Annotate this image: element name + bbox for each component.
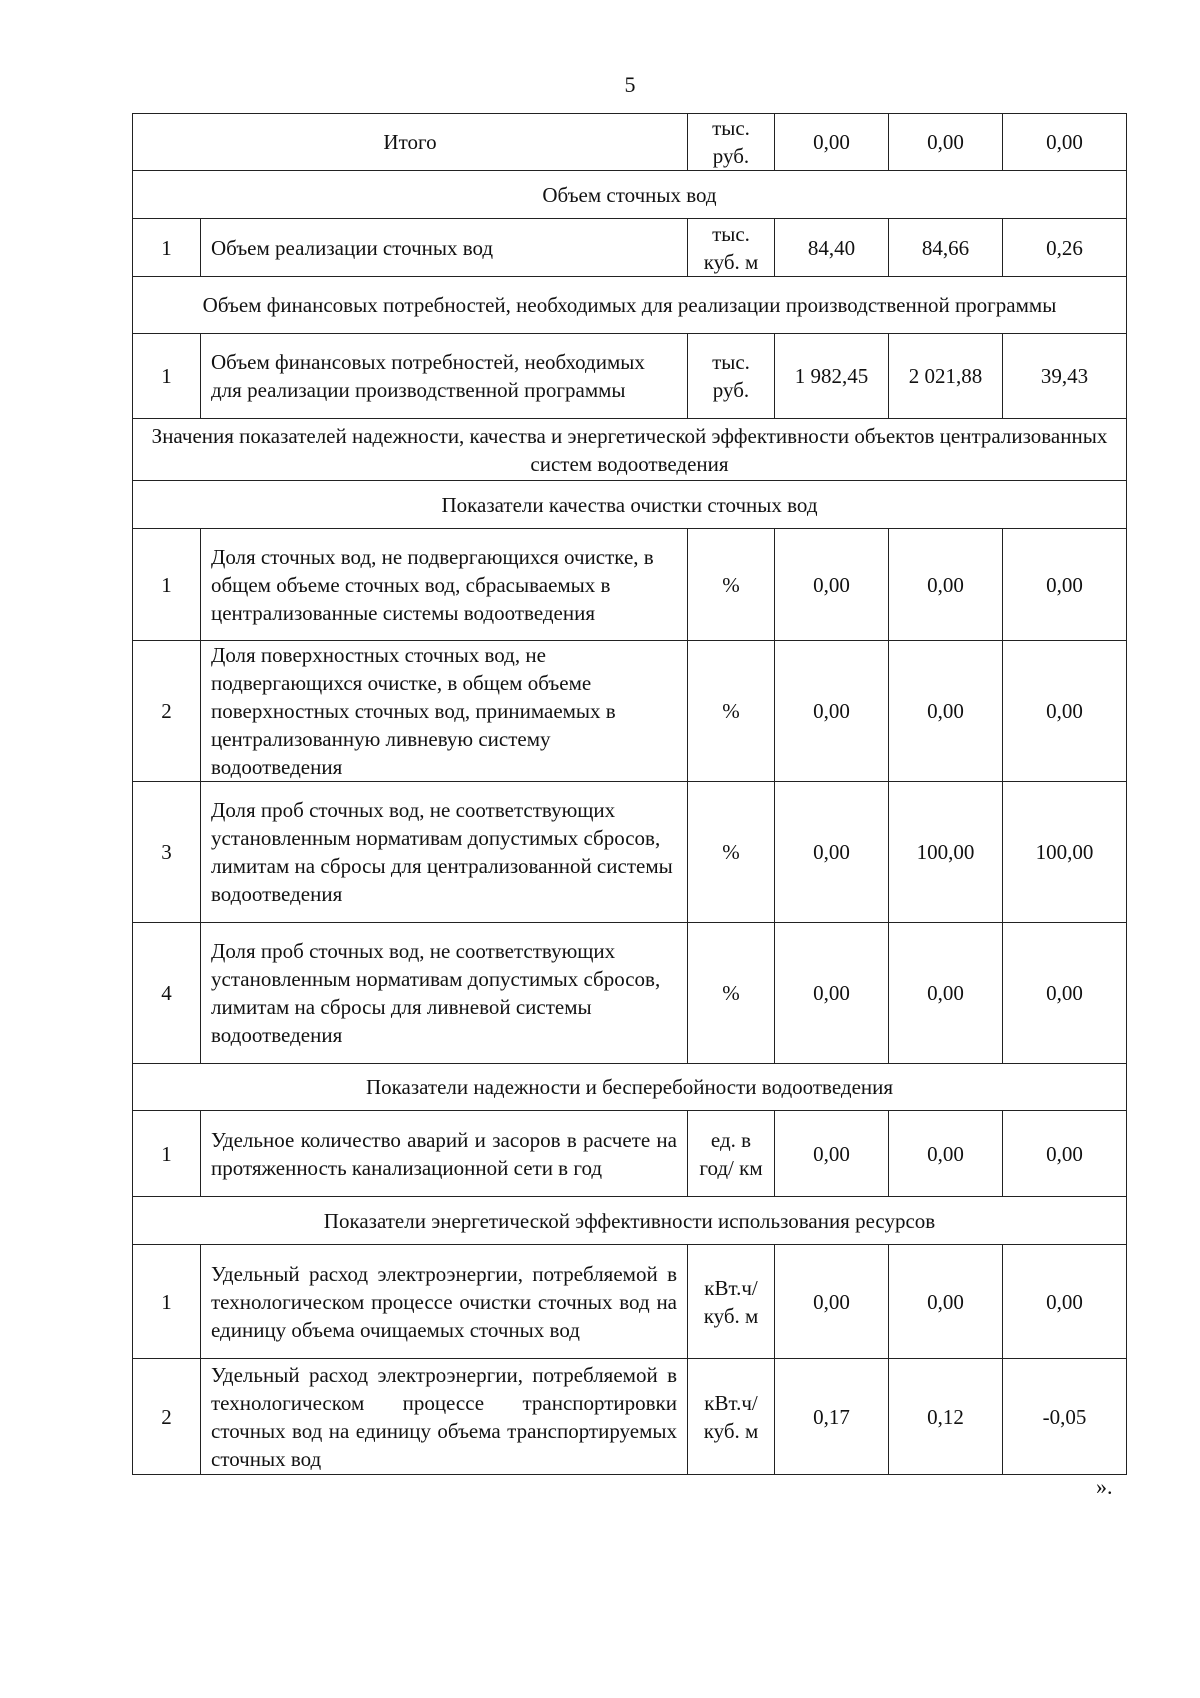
table-row bbox=[133, 1111, 1127, 1197]
value-cell: -0,05 bbox=[1003, 1359, 1127, 1475]
table-row bbox=[133, 782, 1127, 923]
row-number: 1 bbox=[133, 1111, 201, 1197]
value-cell: 0,17 bbox=[775, 1359, 889, 1475]
value-cell: 0,00 bbox=[889, 641, 1003, 782]
value-cell: 0,00 bbox=[889, 1245, 1003, 1359]
value-cell: 2 021,88 bbox=[889, 334, 1003, 419]
value-cell: 39,43 bbox=[1003, 334, 1127, 419]
unit-cell: % bbox=[688, 529, 775, 641]
section-row bbox=[133, 481, 1127, 529]
indicator-name: Объем финансовых потребностей, необходимых для реализации производственной программы bbox=[201, 334, 688, 419]
row-number: 3 bbox=[133, 782, 201, 923]
row-number: 1 bbox=[133, 529, 201, 641]
closing-quote: ». bbox=[1096, 1474, 1113, 1499]
table-row bbox=[133, 219, 1127, 277]
value-cell: 100,00 bbox=[1003, 782, 1127, 923]
value-cell: 0,00 bbox=[1003, 114, 1127, 171]
section-heading: Показатели качества очистки сточных вод bbox=[133, 481, 1127, 529]
row-number: 2 bbox=[133, 641, 201, 782]
section-row bbox=[133, 419, 1127, 481]
unit-cell: тыс. куб. м bbox=[688, 219, 775, 277]
table-row bbox=[133, 1359, 1127, 1475]
section-heading: Значения показателей надежности, качества и энергетической эффективности объектов централизованных систем водоотведения bbox=[133, 419, 1127, 481]
value-cell: 84,66 bbox=[889, 219, 1003, 277]
value-cell: 0,00 bbox=[1003, 923, 1127, 1064]
unit-cell: ед. в год/ км bbox=[688, 1111, 775, 1197]
indicator-name: Объем реализации сточных вод bbox=[201, 219, 688, 277]
value-cell: 0,00 bbox=[1003, 1245, 1127, 1359]
value-cell: 0,00 bbox=[775, 782, 889, 923]
unit-cell: % bbox=[688, 641, 775, 782]
section-heading: Показатели энергетической эффективности использования ресурсов bbox=[133, 1197, 1127, 1245]
value-cell: 0,00 bbox=[889, 114, 1003, 171]
indicator-name: Доля проб сточных вод, не соответствующих установленным нормативам допустимых сбросов, лимитам на сбросы для ливневой системы водоотведения bbox=[201, 923, 688, 1064]
unit-cell: тыс. руб. bbox=[688, 334, 775, 419]
page-number: 5 bbox=[624, 72, 636, 97]
value-cell: 0,00 bbox=[775, 114, 889, 171]
value-cell: 0,00 bbox=[775, 1111, 889, 1197]
unit-cell: % bbox=[688, 782, 775, 923]
indicator-name: Удельное количество аварий и засоров в расчете на протяженность канализационной сети в год bbox=[201, 1111, 688, 1197]
value-cell: 1 982,45 bbox=[775, 334, 889, 419]
value-cell: 0,00 bbox=[775, 1245, 889, 1359]
indicator-name: Удельный расход электроэнергии, потребляемой в технологическом процессе очистки сточных вод на единицу объема очищаемых сточных вод bbox=[201, 1245, 688, 1359]
total-label: Итого bbox=[133, 114, 688, 171]
row-number: 4 bbox=[133, 923, 201, 1064]
section-heading: Объем сточных вод bbox=[133, 171, 1127, 219]
value-cell: 0,00 bbox=[775, 641, 889, 782]
unit-cell: кВт.ч/ куб. м bbox=[688, 1359, 775, 1475]
table-row bbox=[133, 641, 1127, 782]
unit-cell: % bbox=[688, 923, 775, 1064]
section-row bbox=[133, 1197, 1127, 1245]
table-row bbox=[133, 923, 1127, 1064]
value-cell: 100,00 bbox=[889, 782, 1003, 923]
section-row bbox=[133, 1064, 1127, 1111]
value-cell: 0,12 bbox=[889, 1359, 1003, 1475]
row-number: 1 bbox=[133, 1245, 201, 1359]
indicators-table bbox=[132, 113, 1127, 1475]
value-cell: 0,00 bbox=[775, 529, 889, 641]
table-row bbox=[133, 529, 1127, 641]
section-heading: Показатели надежности и бесперебойности водоотведения bbox=[133, 1064, 1127, 1111]
row-number: 2 bbox=[133, 1359, 201, 1475]
section-row bbox=[133, 277, 1127, 334]
value-cell: 0,00 bbox=[889, 529, 1003, 641]
indicator-name: Доля сточных вод, не подвергающихся очистке, в общем объеме сточных вод, сбрасываемых в централизованные системы водоотведения bbox=[201, 529, 688, 641]
value-cell: 0,00 bbox=[1003, 529, 1127, 641]
total-row bbox=[133, 114, 1127, 171]
value-cell: 0,00 bbox=[775, 923, 889, 1064]
value-cell: 0,00 bbox=[1003, 641, 1127, 782]
value-cell: 0,00 bbox=[889, 923, 1003, 1064]
value-cell: 84,40 bbox=[775, 219, 889, 277]
table-row bbox=[133, 334, 1127, 419]
indicator-name: Удельный расход электроэнергии, потребляемой в технологическом процессе транспортировки сточных вод на единицу объема транспортируемых сточных вод bbox=[201, 1359, 688, 1475]
value-cell: 0,26 bbox=[1003, 219, 1127, 277]
section-heading: Объем финансовых потребностей, необходимых для реализации производственной программы bbox=[133, 277, 1127, 334]
unit-cell: тыс. руб. bbox=[688, 114, 775, 171]
indicator-name: Доля проб сточных вод, не соответствующих установленным нормативам допустимых сбросов, лимитам на сбросы для централизованной системы водоотведения bbox=[201, 782, 688, 923]
unit-cell: кВт.ч/ куб. м bbox=[688, 1245, 775, 1359]
section-row bbox=[133, 171, 1127, 219]
row-number: 1 bbox=[133, 334, 201, 419]
table-row bbox=[133, 1245, 1127, 1359]
value-cell: 0,00 bbox=[889, 1111, 1003, 1197]
value-cell: 0,00 bbox=[1003, 1111, 1127, 1197]
row-number: 1 bbox=[133, 219, 201, 277]
indicator-name: Доля поверхностных сточных вод, не подвергающихся очистке, в общем объеме поверхностных сточных вод, принимаемых в централизованную ливневую систему водоотведения bbox=[201, 641, 688, 782]
